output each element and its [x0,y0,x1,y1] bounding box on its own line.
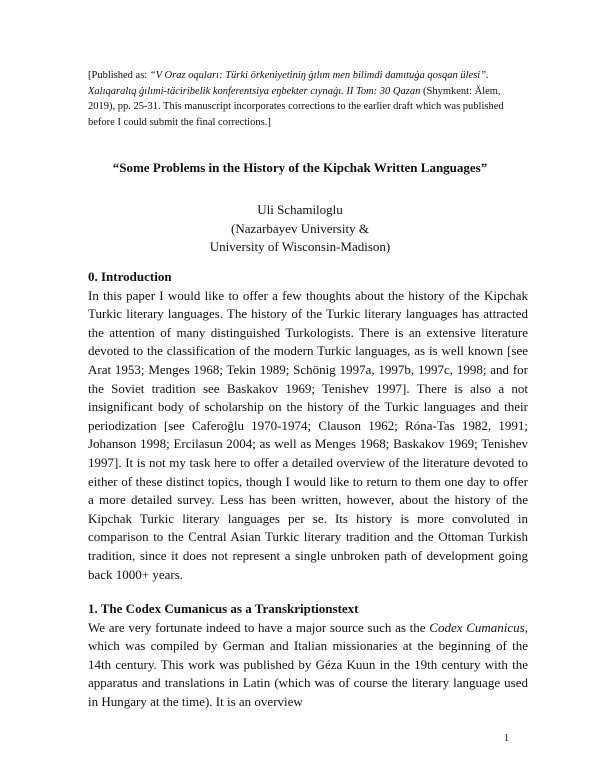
author-affiliation-line2: University of Wisconsin-Madison) [209,239,391,254]
section-heading: 1. The Codex Cumanicus as a Transkriptionstext [88,601,359,616]
publication-note-suffix: (Shymkent: Älem, 2019), pp. 25-31. This manuscript incorporates corrections to the earlier draft which was published before I could submit the final corrections.] [88,85,504,128]
section-introduction [88,268,528,584]
publication-note [88,68,528,130]
section-body-italic: Codex Cumanicus [429,619,525,635]
section-body: In this paper I would like to offer a few thoughts about the history of the Kipchak Turkic literary languages. The history of the Turkic literary languages has attracted the attention of many distinguished Turkologists. There is an extensive literature devoted to the classification of the modern Turkic languages, as is well known [see Arat 1953; Menges 1968; Tekin 1989; Schönig 1997a, 1997b, 1997c, 1998; and for the Soviet tradition see Baskakov 1969; Tenishev 1997]. There is also a not insignificant body of scholarship on the history of the Turkic languages and their periodization [see Caferoğlu 1970-1974; Clauson 1962; Róna-Tas 1982, 1991; Johanson 1998; Ercilasun 2004; as well as Menges 1968; Baskakov 1969; Tenishev 1997]. It is not my task here to offer a detailed overview of the literature devoted to either of these distinct topics, though I would like to return to them one day to offer a more detailed survey. Less has been written, however, about the history of the Kipchak Turkic literary languages per se. Its history is more convoluted in comparison to the Central Asian Turkic literary tradition and the Ottoman Turkish tradition, since it does not represent a single unbroken path of development going back 1000+ years. [88,287,528,582]
publication-note-italic-title: “V Oraz oquları: Türki örkeniyetiniŋ ġılım men bilimdi damıtuġa qosqan ülesi”. Xalıqaralıq ġılımi-täciribelik konferentsiya eŋbekter cıynaġı. II Tom: 30 Qazan [88,70,489,97]
section-codex-cumanicus [88,600,528,712]
author-affiliation-line1: (Nazarbayev University & [231,220,369,236]
author-block [150,201,450,257]
section-body-text: , which was compiled by German and Italian missionaries at the beginning of the 14th century. This work was published by Géza Kuun in the 19th century with the apparatus and translations in Latin (which was of course the literary language used in Hungary at the time). It is an overview [88,619,528,709]
page-number: 1 [504,733,509,744]
section-body-text: We are very fortunate indeed to have a major source such as the [88,619,430,635]
author-name: Uli Schamiloglu [257,202,343,217]
paper-title: “Some Problems in the History of the Kipchak Written Languages” [112,160,488,175]
section-heading: 0. Introduction [88,269,172,284]
section-body [88,619,528,712]
publication-note-prefix: [Published as: [88,70,150,81]
